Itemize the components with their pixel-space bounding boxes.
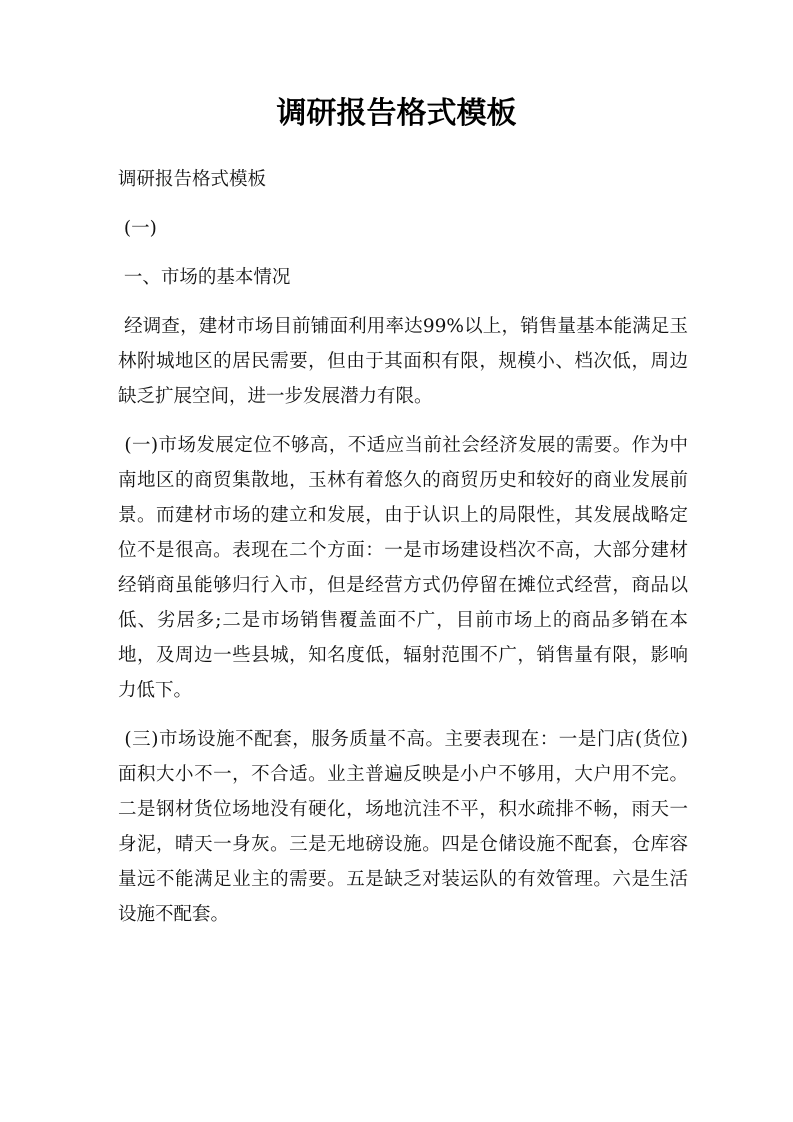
- body-paragraph: (三)市场设施不配套，服务质量不高。主要表现在：一是门店(货位)面积大小不一，不合适。业主普遍反映是小户不够用，大户用不完。二是钢材货位场地没有硬化，场地沆洼不平，积水疏排不畅，雨天一身泥，晴天一身灰。三是无地磅设施。四是仓储设施不配套，仓库容量远不能满足业主的需要。五是缺乏对装运队的有效管理。六是生活设施不配套。: [118, 729, 688, 925]
- body-paragraph: (一): [118, 218, 157, 239]
- body-paragraph: (一)市场发展定位不够高，不适应当前社会经济发展的需要。作为中南地区的商贸集散地，玉林有着悠久的商贸历史和较好的商业发展前景。而建材市场的建立和发展，由于认识上的局限性，其发展战略定位不是很高。表现在二个方面：一是市场建设档次不高，大部分建材经销商虽能够归行入市，但是经营方式仍停留在摊位式经营，商品以低、劣居多;二是市场销售覆盖面不广，目前市场上的商品多销在本地，及周边一些县城，知名度低，辐射范围不广，销售量有限，影响力低下。: [118, 435, 688, 701]
- document-body: [118, 162, 688, 946]
- section-heading: 一、市场的基本情况: [118, 267, 291, 288]
- body-paragraph: 经调查，建材市场目前铺面利用率达99%以上，销售量基本能满足玉林附城地区的居民需要，但由于其面积有限，规模小、档次低，周边缺乏扩展空间，进一步发展潜力有限。: [118, 316, 688, 407]
- document-title: 调研报告格式模板: [276, 96, 517, 131]
- body-paragraph: 调研报告格式模板: [118, 169, 267, 190]
